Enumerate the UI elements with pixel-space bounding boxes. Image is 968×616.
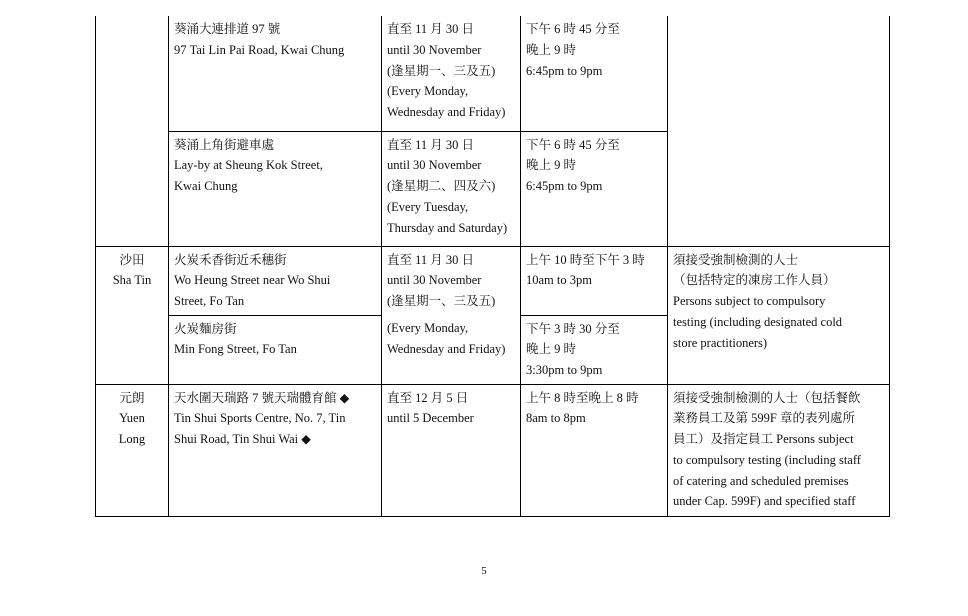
page-number: 5 bbox=[481, 565, 487, 577]
time-cell: 下午 3 時 30 分至 晚上 9 時 3:30pm to 9pm bbox=[521, 315, 668, 384]
target-group-cell: 須接受強制檢測的人士（包括餐飲 業務員工及第 599F 章的表列處所 員工）及指定員工 Persons subject to compulsory testing (including staff of catering and scheduled premises under Cap. 599F) and specified staff bbox=[668, 384, 890, 516]
date-cell: 直至 11 月 30 日 until 30 November (逢星期二、四及六) (Every Tuesday, Thursday and Saturday) bbox=[382, 131, 521, 246]
time-cell: 下午 6 時 45 分至 晚上 9 時 6:45pm to 9pm bbox=[521, 131, 668, 246]
district-cell: 元朗 Yuen Long bbox=[96, 384, 169, 516]
district-cell: 沙田 Sha Tin bbox=[96, 246, 169, 384]
schedule-table bbox=[95, 16, 890, 517]
target-group-cell: 須接受強制檢測的人士 （包括特定的凍房工作人員） Persons subject to compulsory testing (including designated cold store practitioners) bbox=[668, 246, 890, 384]
table-row bbox=[96, 16, 890, 131]
location-cell: 葵涌大連排道 97 號 97 Tai Lin Pai Road, Kwai Chung bbox=[169, 16, 382, 131]
table-row bbox=[96, 246, 890, 315]
time-cell: 上午 10 時至下午 3 時 10am to 3pm bbox=[521, 246, 668, 315]
district-cell bbox=[96, 16, 169, 246]
time-cell: 下午 6 時 45 分至 晚上 9 時 6:45pm to 9pm bbox=[521, 16, 668, 131]
table-row bbox=[96, 384, 890, 516]
date-cell: 直至 11 月 30 日 until 30 November (逢星期一、三及五) (Every Monday, Wednesday and Friday) bbox=[382, 16, 521, 131]
date-cell: 直至 11 月 30 日 until 30 November (逢星期一、三及五) bbox=[382, 246, 521, 315]
location-cell: 火炭禾香街近禾穗街 Wo Heung Street near Wo Shui Street, Fo Tan bbox=[169, 246, 382, 315]
location-cell: 天水圍天瑞路 7 號天瑞體育館 ◆ Tin Shui Sports Centre, No. 7, Tin Shui Road, Tin Shui Wai ◆ bbox=[169, 384, 382, 516]
time-cell: 上午 8 時至晚上 8 時 8am to 8pm bbox=[521, 384, 668, 516]
date-cell: (Every Monday, Wednesday and Friday) bbox=[382, 315, 521, 384]
location-cell: 火炭麵房街 Min Fong Street, Fo Tan bbox=[169, 315, 382, 384]
location-cell: 葵涌上角街避車處 Lay-by at Sheung Kok Street, Kwai Chung bbox=[169, 131, 382, 246]
target-group-cell bbox=[668, 16, 890, 246]
date-cell: 直至 12 月 5 日 until 5 December bbox=[382, 384, 521, 516]
